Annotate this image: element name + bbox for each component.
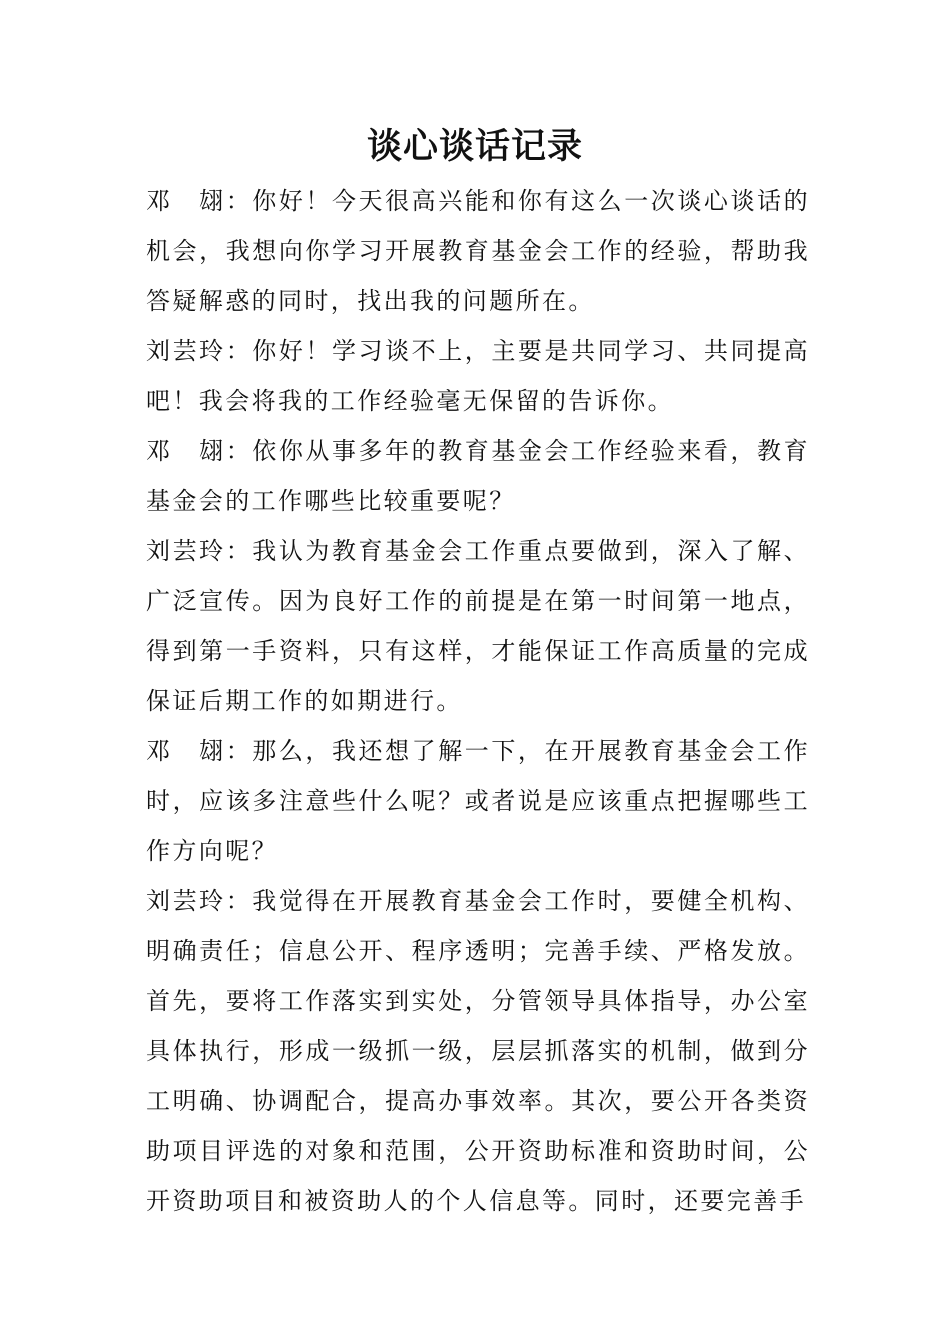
speaker-name: 刘芸玲： — [146, 537, 253, 565]
dialogue-paragraph — [146, 326, 810, 426]
dialogue-text: 我觉得在开展教育基金会工作时，要健全机构、明确责任；信息公开、程序透明；完善手续、严格发放。首先，要将工作落实到实处，分管领导具体指导，办公室具体执行，形成一级抓一级，层层抓落实的机制，做到分工明确、协调配合，提高办事效率。其次，要公开各类资助项目评选的对象和范围，公开资助标准和资助时间，公开资助项目和被资助人的个人信息等。同时，还要完善手 — [146, 887, 810, 1215]
dialogue-text: 依你从事多年的教育基金会工作经验来看，教育基金会的工作哪些比较重要呢？ — [146, 437, 810, 515]
dialogue-text: 我认为教育基金会工作重点要做到，深入了解、广泛宣传。因为良好工作的前提是在第一时间第一地点，得到第一手资料，只有这样，才能保证工作高质量的完成保证后期工作的如期进行。 — [146, 537, 810, 715]
dialogue-text: 你好！今天很高兴能和你有这么一次谈心谈话的机会，我想向你学习开展教育基金会工作的经验，帮助我答疑解惑的同时，找出我的问题所在。 — [146, 187, 810, 315]
conversation-body — [146, 176, 810, 1226]
speaker-name: 刘芸玲： — [146, 887, 253, 915]
speaker-name: 邓 翃： — [146, 437, 253, 465]
dialogue-paragraph — [146, 726, 810, 876]
dialogue-text: 那么，我还想了解一下，在开展教育基金会工作时，应该多注意些什么呢？或者说是应该重点把握哪些工作方向呢？ — [146, 737, 810, 865]
document-title: 谈心谈话记录 — [366, 126, 583, 167]
speaker-name: 邓 翃： — [146, 187, 253, 215]
speaker-name: 刘芸玲： — [146, 337, 253, 365]
dialogue-paragraph — [146, 426, 810, 526]
speaker-name: 邓 翃： — [146, 737, 253, 765]
dialogue-text: 你好！学习谈不上，主要是共同学习、共同提高吧！我会将我的工作经验毫无保留的告诉你。 — [146, 337, 810, 415]
dialogue-paragraph — [146, 876, 810, 1226]
dialogue-paragraph — [146, 526, 810, 726]
dialogue-paragraph — [146, 176, 810, 326]
